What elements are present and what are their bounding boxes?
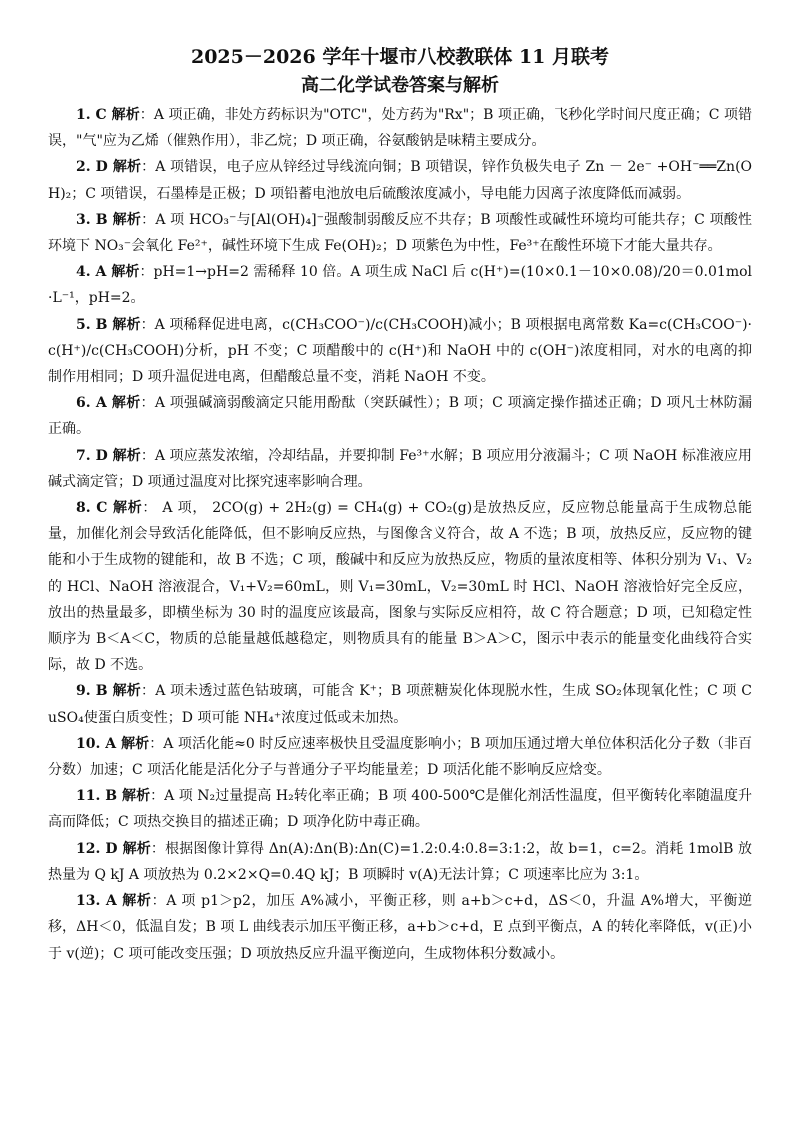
answer-item [48, 102, 752, 154]
answer-choice: A [100, 893, 123, 910]
answer-item [48, 495, 752, 678]
explanation-label: 解析 [122, 788, 151, 805]
explanation-text: ： A 项， 2CO(g) + 2H₂(g) = CH₄(g) + CO₂(g)是放热反应，反应物总能量高于生成物总能量，加催化剂会导致活化能降低，但不影响反应热，与图像含义符合，故 A 不选；B 项，放热反应，反应物的键能和小于生成物的键能和，故 B 不选；C 项，酸碱中和反应为放热反应，物质的量浓度相等、体积分别为 V₁、V₂ 的 HCl、NaOH 溶液混合，V₁+V₂=60mL，则 V₁=30mL，V₂=30mL 时 HCl、NaOH 溶液恰好完全反应，放出的热量最多，即横坐标为 30 时的温度应该最高，图象与实际反应相符，故 C 符合题意；D 项，已知稳定性顺序为 B＜A＜C，物质的总能量越低越稳定，则物质具有的能量 B＞A＞C，图示中表示的能量变化曲线符合实际，故 D 不选。 [48, 500, 752, 674]
explanation-label: 解析 [112, 500, 143, 517]
explanation-label: 解析 [121, 735, 150, 752]
question-number: 8. [76, 500, 91, 517]
explanation-label: 解析 [112, 211, 142, 228]
answer-item [48, 390, 752, 442]
answer-choice: A [100, 735, 122, 752]
explanation-label: 解析 [112, 159, 142, 176]
answer-item [48, 259, 752, 311]
explanation-text: ：A 项活化能≈0 时反应速率极快且受温度影响小；B 项加压通过增大单位体积活化分子数（非百分数）加速；C 项活化能是活化分子与普通分子平均能量差；D 项活化能不影响反应焓变。 [48, 735, 752, 779]
answer-choice: A [90, 395, 112, 412]
question-number: 4. [76, 264, 91, 281]
question-number: 9. [76, 683, 91, 700]
explanation-text: ：A 项正确，非处方药标识为"OTC"，处方药为"Rx"；B 项正确，飞秒化学时间尺度正确；C 项错误，"气"应为乙烯（催熟作用），非乙烷；D 项正确，谷氨酸钠是味精主要成分。 [48, 107, 753, 150]
answer-item [48, 783, 752, 835]
explanation-text: ：A 项强碱滴弱酸滴定只能用酚酞（突跃碱性）；B 项；C 项滴定操作描述正确；D 项凡士林防漏正确。 [48, 395, 752, 438]
answer-choice: D [100, 840, 123, 857]
answer-item [48, 154, 752, 206]
answer-list [48, 102, 752, 967]
explanation-text: ：A 项 N₂过量提高 H₂转化率正确；B 项 400-500℃是催化剂活性温度，但平衡转化率随温度升高而降低；C 项热交换目的描述正确；D 项净化防中毒正确。 [48, 788, 752, 831]
answer-item [48, 678, 752, 730]
explanation-label: 解析 [112, 683, 142, 700]
answer-choice: B [90, 683, 113, 700]
question-number: 5. [76, 316, 91, 333]
explanation-label: 解析 [122, 893, 152, 910]
explanation-label: 解析 [111, 107, 140, 123]
answer-choice: B [90, 211, 113, 228]
question-number: 2. [76, 159, 91, 176]
explanation-text: ：A 项错误，电子应从锌经过导线流向铜；B 项错误，锌作负极失电子 Zn － 2e⁻ +OH⁻══Zn(OH)₂；C 项错误，石墨棒是正极；D 项铅蓄电池放电后硫酸浓度减小，导电能力因离子浓度降低而减弱。 [48, 159, 753, 202]
question-number: 10. [76, 735, 101, 752]
question-number: 12. [76, 840, 101, 857]
explanation-label: 解析 [111, 395, 141, 412]
explanation-text: ：A 项应蒸发浓缩，冷却结晶，并要抑制 Fe³⁺水解；B 项应用分液漏斗；C 项 NaOH 标准液应用碱式滴定管；D 项通过温度对比探究速率影响合理。 [48, 447, 753, 490]
answer-item [48, 888, 752, 967]
answer-choice: A [90, 264, 112, 281]
question-number: 7. [76, 447, 91, 464]
answer-item [48, 836, 752, 888]
answer-choice: D [90, 159, 113, 176]
question-number: 13. [76, 893, 101, 910]
explanation-text: ：根据图像计算得 Δn(A):Δn(B):Δn(C)=1.2:0.4:0.8=3:1:2，故 b=1，c=2。消耗 1molB 放热量为 Q kJ A 项放热为 0.2×2×Q=0.4Q kJ；B 项瞬时 v(A)无法计算；C 项速率比应为 3:1。 [48, 840, 753, 883]
answer-choice: B [100, 788, 123, 805]
explanation-text: ：A 项 HCO₃⁻与[Al(OH)₄]⁻强酸制弱酸反应不共存；B 项酸性或碱性环境均可能共存；C 项酸性环境下 NO₃⁻会氧化 Fe²⁺，碱性环境下生成 Fe(OH)₂；D 项紫色为中性，Fe³⁺在酸性环境下才能大量共存。 [48, 211, 753, 255]
explanation-text: ：pH=1→pH=2 需稀释 10 倍。A 项生成 NaCl 后 c(H⁺)=(10×0.1－10×0.08)/20＝0.01mol·L⁻¹，pH=2。 [48, 264, 753, 307]
answer-item [48, 443, 752, 495]
explanation-text: ：A 项 p1＞p2，加压 A%减小，平衡正移，则 a+b＞c+d，ΔS＜0，升温 A%增大，平衡逆移，ΔH＜0，低温自发；B 项 L 曲线表示加压平衡正移，a+b＞c+d，E 点到平衡点，A 的转化率降低，v(正)小于 v(逆)；C 项可能改变压强；D 项放热反应升温平衡逆向，生成物体积分数减小。 [48, 893, 752, 962]
document-title: 2025－2026 学年十堰市八校教联体 11 月联考 [190, 46, 610, 68]
question-number: 1. [76, 107, 91, 123]
explanation-label: 解析 [111, 264, 140, 281]
answer-choice: B [90, 316, 113, 333]
explanation-text: ：A 项稀释促进电离，c(CH₃COO⁻)/c(CH₃COOH)减小；B 项根据电离常数 Ka=c(CH₃COO⁻)·c(H⁺)/c(CH₃COOH)分析，pH 不变；C 项醋酸中的 c(H⁺)和 NaOH 中的 c(OH⁻)浓度相同，对水的电离的抑制作用相同；D 项升温促进电离，但醋酸总量不变，消耗 NaOH 不变。 [48, 316, 752, 386]
question-number: 6. [76, 395, 91, 412]
explanation-label: 解析 [122, 840, 151, 857]
explanation-label: 解析 [112, 447, 141, 464]
answer-item [48, 312, 752, 391]
answer-choice: C [90, 107, 112, 123]
answer-item [48, 731, 752, 783]
document-subtitle: 高二化学试卷答案与解析 [301, 75, 499, 96]
answer-choice: D [90, 447, 113, 464]
answer-choice: C [90, 500, 113, 517]
explanation-label: 解析 [112, 316, 141, 333]
question-number: 11. [76, 788, 101, 805]
question-number: 3. [76, 211, 91, 228]
explanation-text: ：A 项未透过蓝色钴玻璃，可能含 K⁺；B 项蔗糖炭化体现脱水性，生成 SO₂体现氧化性；C 项 CuSO₄使蛋白质变性；D 项可能 NH₄⁺浓度过低或未加热。 [48, 683, 752, 726]
answer-item [48, 207, 752, 259]
